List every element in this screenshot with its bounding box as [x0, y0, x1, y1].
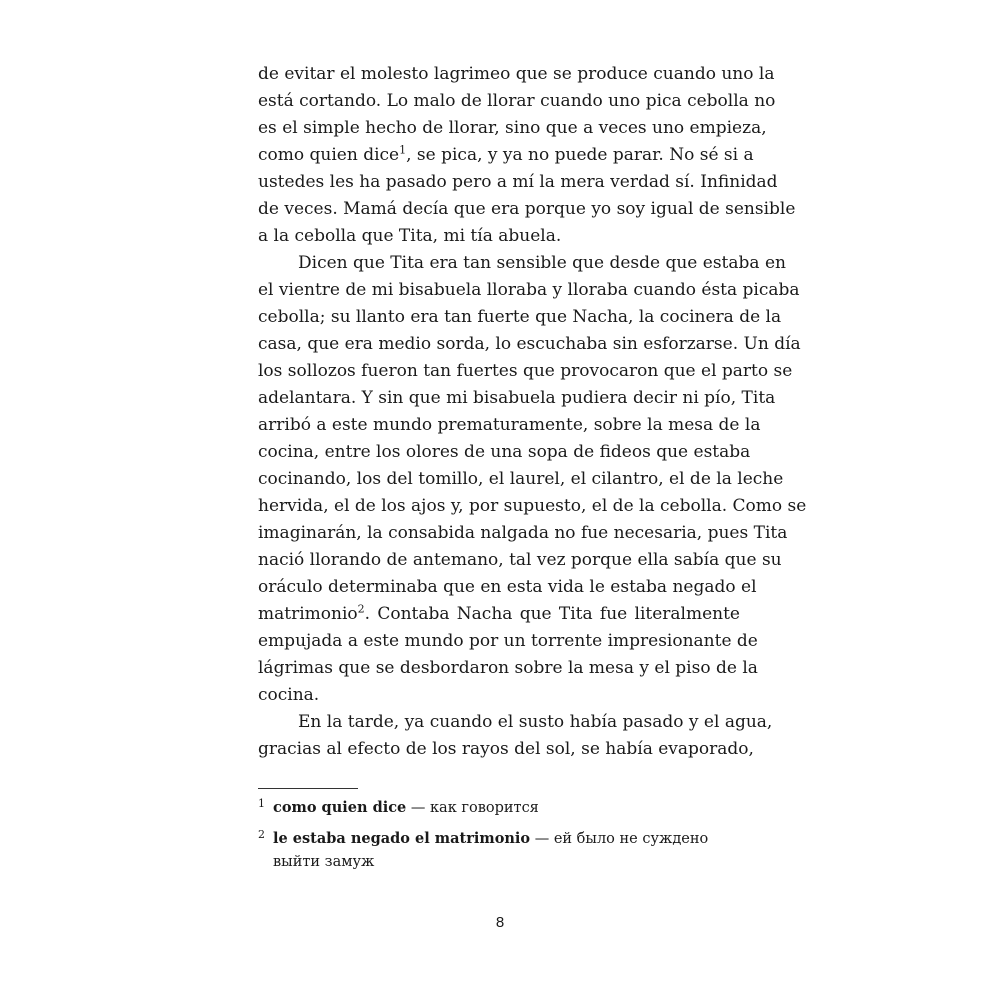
text-line: [258, 520, 788, 547]
text-line: [258, 61, 775, 88]
text-line: [258, 628, 758, 655]
line-text: arribó a este mundo prematuramente, sobre la mesa de la: [258, 415, 761, 435]
text-line: [258, 547, 782, 574]
text-line: [258, 439, 751, 466]
line-text: nació llorando de antemano, tal vez porque ella sabía que su: [258, 550, 782, 570]
text-line: [258, 223, 740, 250]
text-line: [258, 466, 784, 493]
line-text: imaginarán, la consabida nalgada no fue necesaria, pues Tita: [258, 523, 788, 543]
line-text: como quien dice: [258, 145, 400, 165]
line-text: está cortando. Lo malo de llorar cuando uno pica cebolla no: [258, 91, 776, 111]
paragraph: [258, 61, 796, 250]
footnote-term: como quien dice: [273, 799, 407, 816]
footnote-term: le estaba negado el matrimonio: [273, 830, 531, 847]
line-text: gracias al efecto de los rayos del sol, se había evaporado,: [258, 739, 754, 759]
text-line: [258, 412, 761, 439]
line-text: matrimonio: [258, 604, 358, 624]
line-text: a la cebolla que Tita, mi tía abuela.: [258, 226, 562, 246]
text-line: [258, 304, 782, 331]
line-text: hervida, el de los ajos y, por supuesto, el de la cebolla. Como se: [258, 496, 807, 516]
text-line: [258, 574, 757, 601]
page-number: 8: [495, 914, 505, 931]
text-line: [258, 142, 754, 169]
text-line: [258, 385, 776, 412]
line-text: de veces. Mamá decía que era porque yo soy igual de sensible: [258, 199, 796, 219]
line-text: el vientre de mi bisabuela lloraba y lloraba cuando ésta picaba: [258, 280, 800, 300]
line-text: Dicen que Tita era tan sensible que desde que estaba en: [298, 253, 786, 273]
footnote-divider: [258, 788, 358, 789]
footnote-translation: — ей было не суждено выйти замуж: [273, 831, 709, 870]
footnote-2: [258, 827, 740, 874]
text-line: [258, 601, 740, 628]
text-line: [258, 709, 773, 736]
footnote-1: [258, 796, 740, 820]
footnote-number: 1: [258, 797, 265, 810]
text-line: [258, 331, 801, 358]
line-text: de evitar el molesto lagrimeo que se produce cuando uno la: [258, 64, 775, 84]
text-line: [258, 250, 786, 277]
line-text: adelantara. Y sin que mi bisabuela pudiera decir ni pío, Tita: [258, 388, 776, 408]
footnote-translation: — как говорится: [406, 800, 539, 816]
text-line: [258, 493, 807, 520]
line-text: cocina.: [258, 685, 320, 705]
text-line: [258, 169, 778, 196]
text-line: [258, 277, 800, 304]
text-line: [258, 115, 767, 142]
text-line: [258, 88, 776, 115]
line-text: , se pica, y ya no puede parar. No sé si a: [406, 145, 754, 165]
line-text: . Contaba Nacha que Tita fue literalmente: [364, 604, 740, 624]
text-line: [258, 196, 796, 223]
line-text: es el simple hecho de llorar, sino que a veces uno empieza,: [258, 118, 767, 138]
footnote-reference[interactable]: 1: [399, 143, 407, 157]
text-line: [258, 358, 793, 385]
line-text: En la tarde, ya cuando el susto había pasado y el agua,: [298, 712, 773, 732]
footnote-reference[interactable]: 2: [357, 602, 365, 616]
line-text: casa, que era medio sorda, lo escuchaba sin esforzarse. Un día: [258, 334, 801, 354]
footnote-number: 2: [258, 828, 265, 841]
text-line: [258, 736, 754, 763]
line-text: empujada a este mundo por un torrente impresionante de: [258, 631, 758, 651]
paragraph: [258, 250, 807, 709]
line-text: cebolla; su llanto era tan fuerte que Nacha, la cocinera de la: [258, 307, 782, 327]
line-text: ustedes les ha pasado pero a mí la mera verdad sí. Infinidad: [258, 172, 778, 192]
body-text: [258, 61, 807, 763]
paragraph: [258, 709, 773, 763]
text-line: [258, 682, 740, 709]
line-text: cocinando, los del tomillo, el laurel, el cilantro, el de la leche: [258, 469, 784, 489]
line-text: cocina, entre los olores de una sopa de fideos que estaba: [258, 442, 751, 462]
line-text: los sollozos fueron tan fuertes que provocaron que el parto se: [258, 361, 793, 381]
text-line: [258, 655, 758, 682]
line-text: oráculo determinaba que en esta vida le estaba negado el: [258, 577, 757, 597]
line-text: lágrimas que se desbordaron sobre la mesa y el piso de la: [258, 658, 758, 678]
